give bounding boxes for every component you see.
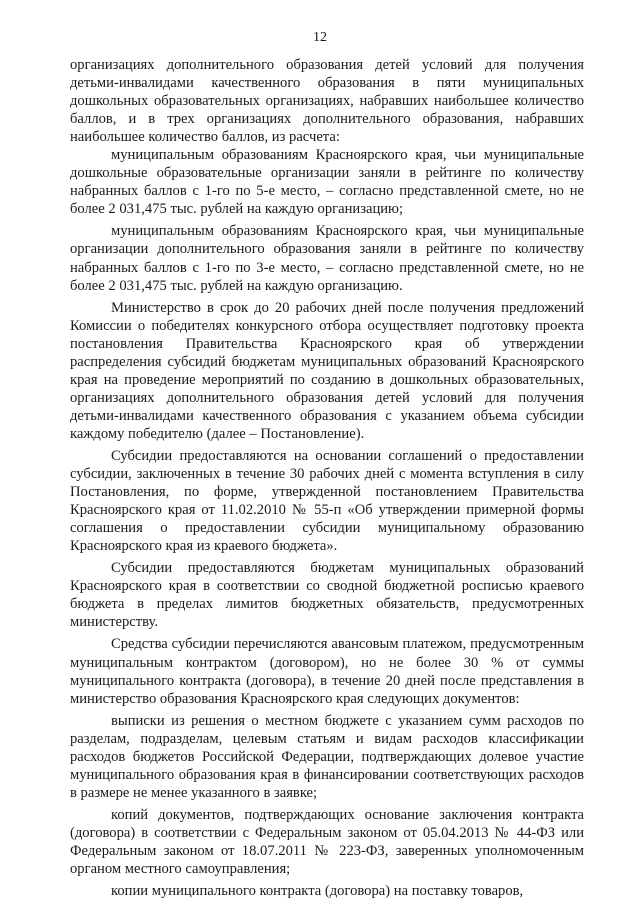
paragraph-intro: организациях дополнительного образования детей условий для получения детьми-инвалидами качественного образования в пяти муниципальных дошкольных образовательных организациях, набравших наибольшее количество баллов, и в трех организациях дополнительного образования, набравших наибольшее количество баллов, из расчета: <box>70 57 584 146</box>
paragraph-subsidy-agreements: Субсидии предоставляются на основании соглашений о предоставлении субсидии, заключенных в течение 30 рабочих дней с момента вступления в силу Постановления, по форме, утвержденной постановлением Правительства Красноярского края от 11.02.2010 № 55-п «Об утверждении примерной формы соглашения о предоставлении субсидии муниципальному образованию Красноярского края из краевого бюджета». <box>70 447 584 555</box>
paragraph-additional-education-calculation: муниципальным образованиям Красноярского края, чьи муниципальные организации дополнительного образования заняли в рейтинге по количеству набранных баллов с 1-го по 3-е место, – согласно представленной смете, но не более 2 031,475 тыс. рублей на каждую организацию. <box>70 223 584 294</box>
paragraph-ministry-deadline: Министерство в срок до 20 рабочих дней после получения предложений Комиссии о победителях конкурсного отбора осуществляет подготовку проекта постановления Правительства Красноярского края об утверждении распределения субсидий бюджетам муниципальных образований Красноярского края на проведение мероприятий по созданию в дошкольных образовательных, организациях дополнительного образования детей условий для получения детьми-инвалидами качественного образования с указанием объема субсидии каждому победителю (далее – Постановление). <box>70 299 584 442</box>
paragraph-budget-extract: выписки из решения о местном бюджете с указанием сумм расходов по разделам, подразделам, целевым статьям и видам расходов классификации расходов бюджетов Российской Федерации, подтверждающих долевое участие муниципального образования края в финансировании соответствующих расходов в размере не менее указанного в заявке; <box>70 712 584 801</box>
document-body <box>70 56 584 900</box>
page-number: 12 <box>313 30 327 45</box>
paragraph-preschool-calculation: муниципальным образованиям Красноярского края, чьи муниципальные дошкольные образовательные организации заняли в рейтинге по количеству набранных баллов с 1-го по 5-е место, – согласно представленной смете, но не более 2 031,475 тыс. рублей на каждую организацию; <box>70 147 584 218</box>
paragraph-contract-documents: копий документов, подтверждающих основание заключения контракта (договора) в соответствии с Федеральным законом от 05.04.2013 № 44-ФЗ или Федеральным законом от 18.07.2011 № 223-ФЗ, заверенных уполномоченным органом местного самоуправления; <box>70 806 584 878</box>
paragraph-contract-copy: копии муниципального контракта (договора) на поставку товаров, <box>111 883 524 900</box>
paragraph-advance-payment: Средства субсидии перечисляются авансовым платежом, предусмотренным муниципальным контрактом (договором), но не более 30 % от суммы муниципального контракта (договора), в течение 20 дней после представления в министерство образования Красноярского края следующих документов: <box>70 636 584 707</box>
paragraph-subsidy-budget: Субсидии предоставляются бюджетам муниципальных образований Красноярского края в соответствии со сводной бюджетной росписью краевого бюджета в пределах лимитов бюджетных обязательств, предусмотренных министерству. <box>70 560 584 631</box>
